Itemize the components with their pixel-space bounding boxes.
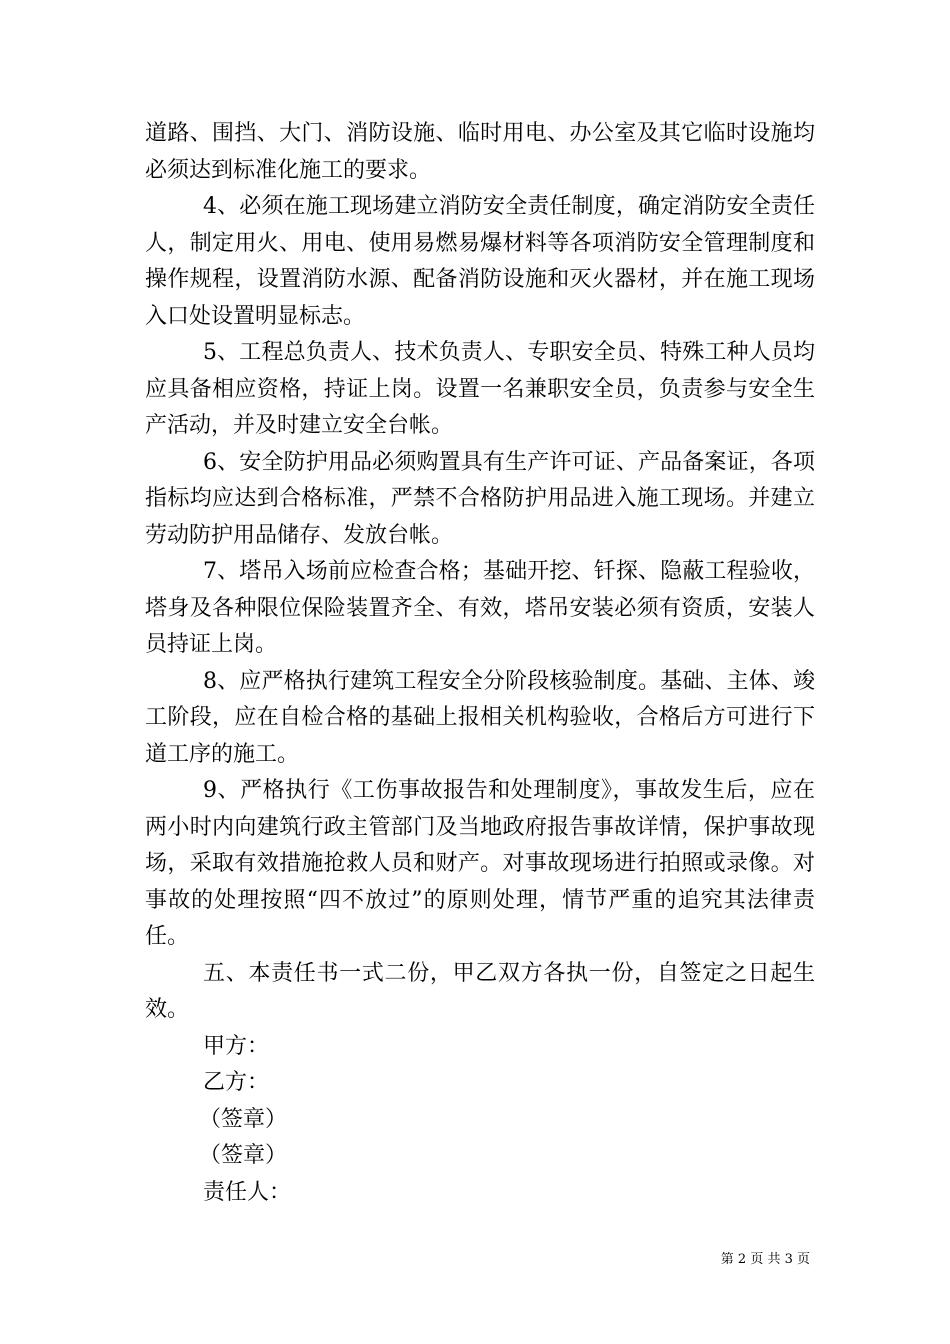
- signature-block: [145, 1029, 815, 1212]
- paragraph-item-6: 6、安全防护用品必须购置具有生产许可证、产品备案证，各项指标均应达到合格标准，严禁不合格防护用品进入施工现场。并建立劳动防护用品储存、发放台帐。: [145, 449, 815, 548]
- page-number: 第 2 页 共 3 页: [720, 1252, 810, 1267]
- seal-a-label: （签章）: [199, 1106, 288, 1132]
- paragraph-item-8: 8、应严格执行建筑工程安全分阶段核验制度。基础、主体、竣工阶段，应在自检合格的基础上报相关机构验收，合格后方可进行下道工序的施工。: [145, 668, 815, 767]
- paragraph-item-7: 7、塔吊入场前应检查合格；基础开挖、钎探、隐蔽工程验收，塔身及各种限位保险装置齐全、有效，塔吊安装必须有资质，安装人员持证上岗。: [145, 559, 815, 657]
- paragraph-item-4: 4、必须在施工现场建立消防安全责任制度，确定消防安全责任人，制定用火、用电、使用易燃易爆材料等各项消防安全管理制度和操作规程，设置消防水源、配备消防设施和灭火器材，并在施工现场入口处设置明显标志。: [145, 194, 815, 329]
- party-b-label: 乙方：: [203, 1070, 270, 1095]
- document-body: [145, 116, 815, 1211]
- seal-b-label: （签章）: [199, 1143, 288, 1168]
- responsible-person-label: 责任人：: [203, 1179, 292, 1205]
- paragraph-item-9: 9、严格执行《工伤事故报告和处理制度》，事故发生后，应在两小时内向建筑行政主管部门及当地政府报告事故详情，保护事故现场，采取有效措施抢救人员和财产。对事故现场进行拍照或录像。对事故的处理按照“四不放过”的原则处理，情节严重的追究其法律责任。: [145, 778, 815, 949]
- paragraph-item-5: 5、工程总负责人、技术负责人、专职安全员、特殊工种人员均应具备相应资格，持证上岗。设置一名兼职安全员，负责参与安全生产活动，并及时建立安全台帐。: [145, 340, 815, 438]
- party-a-label: 甲方：: [203, 1033, 270, 1059]
- paragraph-section-5: 五、本责任书一式二份，甲乙双方各执一份，自签定之日起生效。: [145, 960, 815, 1022]
- paragraph-continuation: 道路、围挡、大门、消防设施、临时用电、办公室及其它临时设施均必须达到标准化施工的要求。: [145, 121, 815, 183]
